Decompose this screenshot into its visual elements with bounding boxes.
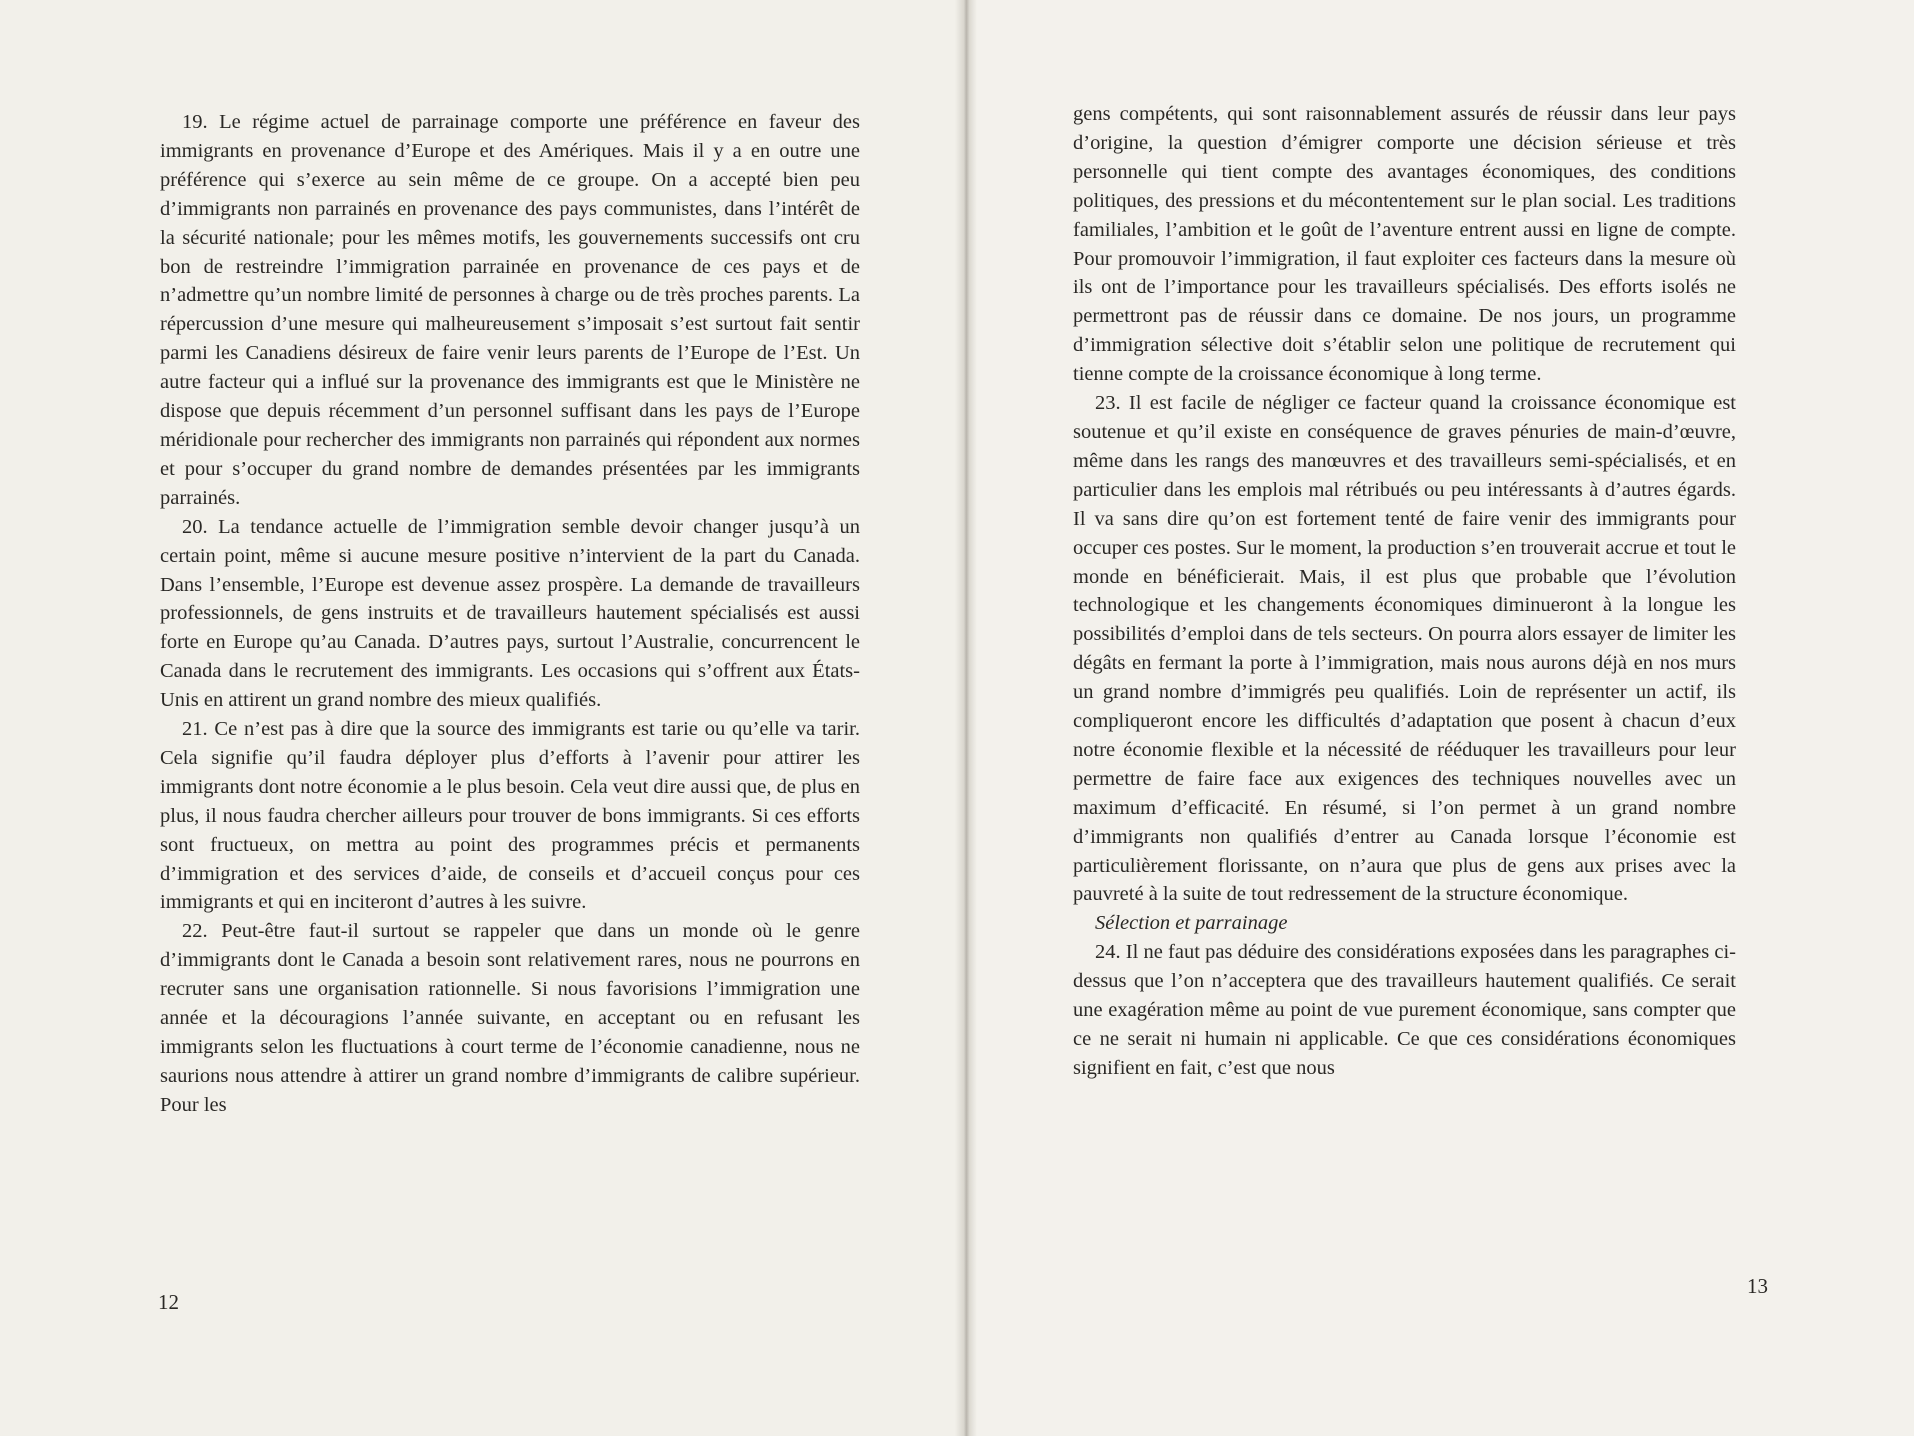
book-gutter xyxy=(955,0,977,1436)
paragraph-21: 21. Ce n’est pas à dire que la source des immigrants est tarie ou qu’elle va tarir. Cela signifie qu’il faudra déployer plus d’efforts à l’avenir pour attirer les immigrants dont notre économie a le plus besoin. Cela veut dire aussi que, de plus en plus, il nous faudra chercher ailleurs pour trouver de bons immigrants. Si ces efforts sont fructueux, on mettra au point des programmes précis et permanents d’immigration et des services d’aide, de conseils et d’accueil conçus pour ces immigrants et qui en inciteront d’autres à les suivre. xyxy=(160,718,860,914)
paragraph-24: 24. Il ne faut pas déduire des considérations exposées dans les paragraphes ci-dessus que l’on n’acceptera que des travailleurs hautement qualifiés. Ce serait une exagération même au point de vue purement économique, sans compter que ce ne serait ni humain ni applicable. Ce que ces considérations économiques signifient en fait, c’est que nous xyxy=(1073,941,1736,1079)
section-heading: Sélection et parrainage xyxy=(1095,912,1288,935)
page-number-right: 13 xyxy=(1747,1274,1768,1298)
page-number-left: 12 xyxy=(158,1290,179,1314)
paragraph-20: 20. La tendance actuelle de l’immigration semble devoir changer jusqu’à un certain point, même si aucune mesure positive n’intervient de la part du Canada. Dans l’ensemble, l’Europe est devenue assez prospère. La demande de travailleurs professionnels, de gens instruits et de travailleurs hautement spécialisés est aussi forte en Europe qu’au Canada. D’autres pays, surtout l’Australie, concurrencent le Canada dans le recrutement des immigrants. Les occasions qui s’offrent aux États-Unis en attirent un grand nombre des mieux qualifiés. xyxy=(160,515,860,712)
paragraph-22: 22. Peut-être faut-il surtout se rappeler que dans un monde où le genre d’immigrants dont le Canada a besoin sont relativement rares, nous ne pourrons en recruter sans une organisation rationnelle. Si nous favorisions l’immigration une année et la découragions l’année suivante, en acceptant ou en refusant les immigrants selon les fluctuations à court terme de l’économie canadienne, nous ne saurions nous attendre à attirer un grand nombre d’immigrants de calibre supérieur. Pour les xyxy=(160,920,860,1116)
paragraph-22-continuation: gens compétents, qui sont raisonnablement assurés de réussir dans leur pays d’origine, la question d’émigrer comporte une décision sérieuse et très personnelle qui tient compte des avantages économiques, des conditions politiques, des pressions et du mécontentement sur le plan social. Les traditions familiales, l’ambition et le goût de l’aventure entrent aussi en ligne de compte. Pour promouvoir l’immigration, il faut exploiter ces facteurs dans la mesure où ils ont de l’importance pour les travailleurs spécialisés. Des efforts isolés ne permettront pas de réussir dans ce domaine. De nos jours, un programme d’immigration sélective doit s’établir selon une politique de recrutement qui tienne compte de la croissance économique à long terme. xyxy=(1073,103,1736,386)
paragraph-23: 23. Il est facile de négliger ce facteur quand la croissance économique est soutenue et qu’il existe en conséquence de graves pénuries de main-d’œuvre, même dans les rangs des manœuvres et des travailleurs semi-spécialisés, et en particulier dans les emplois mal rétribués ou peu intéressants à d’autres égards. Il va sans dire qu’on est fortement tenté de faire venir des immigrants pour occuper ces postes. Sur le moment, la production s’en trouverait accrue et tout le monde en bénéficierait. Mais, il est plus que probable que l’évolution technologique et les changements économiques diminueront à la longue les possibilités d’emploi dans de tels secteurs. On pourra alors essayer de limiter les dégâts en fermant la porte à l’immigration, mais nous aurons déjà en nos murs un grand nombre d’immigrés peu qualifiés. Loin de représenter un actif, ils compliqueront encore les difficultés d’adaptation que posent à chacun d’eux notre économie flexible et la nécessité de rééduquer les travailleurs pour leur permettre de faire face aux exigences des techniques nouvelles avec un maximum d’efficacité. En résumé, si l’on permet à un grand nombre d’immigrants non qualifiés d’entrer au Canada lorsque l’économie est particulièrement florissante, on n’aura que plus de gens aux prises avec la pauvreté à la suite de tout redressement de la structure économique. xyxy=(1073,392,1736,906)
paragraph-19: 19. Le régime actuel de parrainage comporte une préférence en faveur des immigrants en provenance d’Europe et des Amériques. Mais il y a en outre une préférence qui s’exerce au sein même de ce groupe. On a accepté bien peu d’immigrants non parrainés en provenance des pays communistes, dans l’intérêt de la sécurité nationale; pour les mêmes motifs, les gouvernements successifs ont cru bon de restreindre l’immigration parrainée en provenance de ces pays et de n’admettre qu’un nombre limité de personnes à charge ou de très proches parents. La répercussion d’une mesure qui malheureusement s’imposait s’est surtout fait sentir parmi les Canadiens désireux de faire venir leurs parents de l’Europe de l’Est. Un autre facteur qui a influé sur la provenance des immigrants est que le Ministère ne dispose que depuis récemment d’un personnel suffisant dans les pays de l’Europe méridionale pour rechercher des immigrants non parrainés qui répondent aux normes et pour s’occuper du grand nombre de demandes présentées par les immigrants parrainés. xyxy=(160,111,860,509)
right-page xyxy=(965,0,1914,1436)
left-page-text xyxy=(160,108,860,1120)
right-page-text xyxy=(1073,100,1736,1083)
